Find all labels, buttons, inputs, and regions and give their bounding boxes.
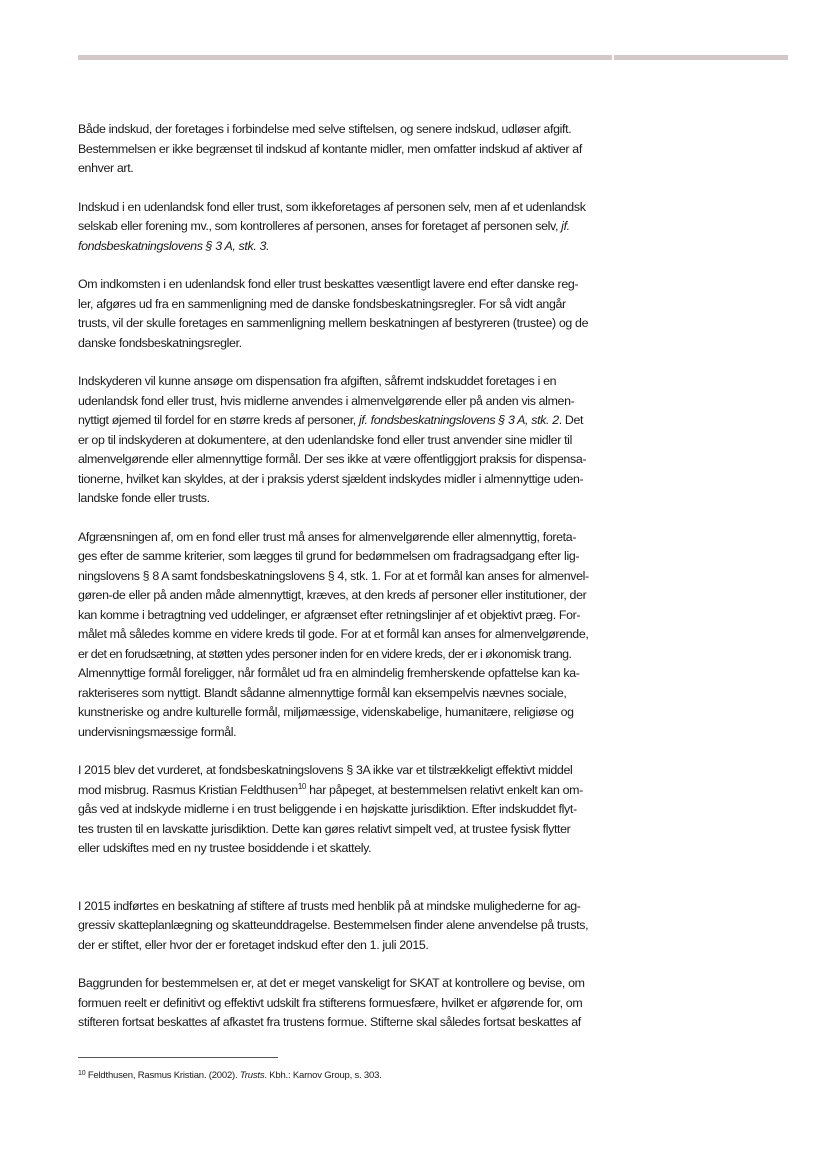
paragraph-3: Om indkomsten i en udenlandsk fond eller trust beskattes væsentligt lavere end efter danske reg- ler, afgøres ud fra en sammenligning med de danske fondsbeskatningsregler. For så vidt angår trusts, vil der skulle foretages en sammenligning mellem beskatningen af bestyreren (trustee) og de danske fondsbeskatningsregler.: [78, 277, 589, 350]
legal-reference: jf. fondsbeskatningslovens § 3 A, stk. 2: [358, 413, 559, 427]
paragraph-4: Indskyderen vil kunne ansøge om dispensation fra afgiften, såfremt indskuddet foretages i en udenlandsk fond eller trust, hvis midlerne anvendes i almenvelgørende eller på anden vis almen- nyttigt øjemed til fordel for en større kreds af personer, jf. fondsbeskatningslovens § 3 A, stk. 2. Det er op til indskyderen at dokumentere, at den udenlandske fond eller trust anvender sine midler til almenvelgørende eller almennyttige formål. Der ses ikke at være offentliggjort praksis for dispensa- tionerne, hvilket kan skyldes, at der i praksis yderst sjældent indskydes midler i almennyttige uden- landske fonde eller trusts.: [78, 374, 587, 505]
document-body: [78, 120, 616, 1052]
paragraph-7: I 2015 indførtes en beskatning af stiftere af trusts med henblik på at mindske mulighederne for ag- gressiv skatteplanlægning og skatteunddragelse. Bestemmelsen finder alene anvendelse på trusts, der er stiftet, eller hvor der er foretaget indskud efter den 1. juli 2015.: [78, 898, 589, 952]
footnote: $^{10}$ Feldthusen, Rasmus Kristian. (2002). Trusts. Kbh.: Karnov Group, s. 303.: [78, 1070, 382, 1081]
paragraph-2: Indskud i en udenlandsk fond eller trust, som ikkeforetages af personen selv, men af et udenlandsk selskab eller forening mv., som kontrolleres af personen, anses for foretaget af personen selv, jf. fondsbeskatningslovens § 3 A, stk. 3.: [78, 198, 616, 257]
legal-reference: fondsbeskatningslovens § 3 A, stk. 3.: [78, 238, 270, 253]
paragraph-5: Afgrænsningen af, om en fond eller trust må anses for almenvelgørende eller almennyttig, foreta- ges efter de samme kriterier, som lægges til grund for bedømmelsen om fradragsadgang efter lig- ningslovens § 8 A samt fondsbeskatningslovens § 4, stk. 1. For at et formål kan anses for almenvel- gøren-de eller på anden måde almennyttigt, kræves, at den kreds af personer eller institutioner, der kan komme i betragtning ved uddelinger, er afgrænset efter retningslinjer af et objektivt præg. For- målet må således komme en videre kreds til gode. For at et formål kan anses for almenvelgørende, er det en forudsætning, at støtten ydes personer inden for en videre kreds, der er i økonomisk trang. Almennyttige formål foreligger, når formålet ud fra en almindelig fremherskende opfattelse kan ka- rakteriseres som nyttigt. Blandt sådanne almennyttige formål kan eksempelvis nævnes sociale, kunstneriske og andre kulturelle formål, miljømæssige, videnskabelige, humanitære, religiøse og undervisningsmæssige formål.: [78, 529, 589, 739]
footnote-separator: [78, 1057, 278, 1058]
paragraph-6: I 2015 blev det vurderet, at fondsbeskatningslovens § 3A ikke var et tilstrækkeligt effektivt middel mod misbrug. Rasmus Kristian Feldthusen$^{10}$ har påpeget, at bestemmelsen relativt enkelt kan om- gås ved at indskyde midlerne i en trust beliggende i en højskatte jurisdiktion. Efter indskuddet flyt- tes trusten til en lavskatte jurisdiktion. Dette kan gøres relativt simpelt ved, at trustee fysisk flytter eller udskiftes med en ny trustee bosiddende i et skattely.: [78, 763, 583, 855]
paragraph-1: Både indskud, der foretages i forbindelse med selve stiftelsen, og senere indskud, udløser afgift. Bestemmelsen er ikke begrænset til indskud af kontante midler, men omfatter indskud af aktiver af enhver art.: [78, 122, 582, 175]
paragraph-8: Baggrunden for bestemmelsen er, at det er meget vanskeligt for SKAT at kontrollere og bevise, om formuen reelt er definitivt og effektivt udskilt fra stifterens formuesfære, hvilket er afgørende for, om stifteren fortsat beskattes af afkastet fra trustens formue. Stifterne skal således fortsat beskattes af: [78, 976, 585, 1029]
header-rule: [78, 55, 788, 60]
footnote-reference: 10: [297, 781, 307, 791]
footnote-number: 10: [78, 1070, 86, 1077]
